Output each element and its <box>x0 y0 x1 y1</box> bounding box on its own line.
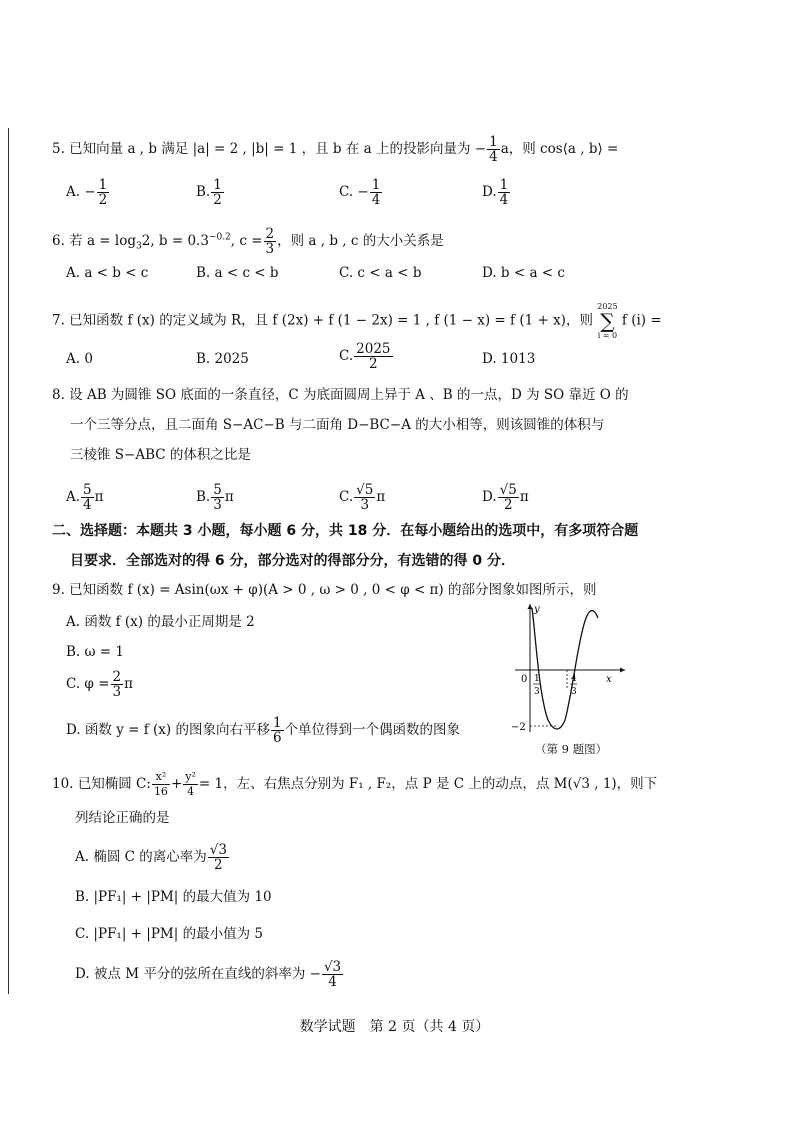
q9-option-a: A. 函数 f (x) 的最小正周期是 2 <box>66 614 255 630</box>
q6-option-c: C. c < a < b <box>339 265 422 281</box>
q6-stem <box>52 227 444 256</box>
origin-label: 0 <box>521 674 528 685</box>
opt-fraction <box>354 483 375 512</box>
frac-den: 3 <box>112 684 122 700</box>
q5-option-a <box>66 178 110 207</box>
opt-label: A. <box>66 489 81 505</box>
frac-num: √3 <box>209 842 227 858</box>
frac-den: 2 <box>369 356 378 372</box>
tick-2-den: 3 <box>571 687 577 697</box>
frac-num: x² <box>152 770 170 785</box>
frac-den: 2 <box>503 497 513 513</box>
frac-num: 5 <box>83 482 92 498</box>
frac-den: 4 <box>499 192 509 208</box>
opt-label: D. <box>482 184 497 200</box>
frac-den: 4 <box>328 974 337 990</box>
q8-line-3: 三棱锥 S−ABC 的体积之比是 <box>70 447 251 463</box>
q6-stem-d: ，则 a , b , c 的大小关系是 <box>277 233 444 249</box>
q5-option-d <box>482 178 511 207</box>
q10-fraction-y <box>183 770 198 799</box>
q5-stem <box>52 135 618 164</box>
frac-num: 1 <box>499 177 509 193</box>
q10-line-2: 列结论正确的是 <box>75 810 170 826</box>
q8-option-b <box>196 483 234 512</box>
frac-den: 16 <box>153 785 168 798</box>
page-footer: 数学试题 第 2 页（共 4 页） <box>299 1019 490 1035</box>
q10-option-a <box>75 843 230 872</box>
opt-label: A. 椭圆 C 的离心率为 <box>75 849 207 865</box>
tick-1-den: 3 <box>534 687 540 697</box>
q9-graph-svg <box>510 600 630 735</box>
q9-option-b: B. ω = 1 <box>66 644 124 660</box>
sum-lower: i = 0 <box>597 331 618 340</box>
left-margin-line <box>8 128 9 994</box>
sum-symbol <box>597 302 617 340</box>
opt-fraction <box>322 960 343 989</box>
tick-1-num: 1 <box>534 674 540 684</box>
frac-den: 4 <box>83 497 92 513</box>
q9-stem: 9. 已知函数 f (x) = Asin(ωx + φ)(A > 0 , ω > 0 , 0 < φ < π) 的部分图象如图所示，则 <box>52 582 597 598</box>
min-value-label: −2 <box>511 722 526 733</box>
opt-label: C. φ = <box>66 676 110 692</box>
frac-den: 4 <box>371 192 381 208</box>
frac-den: 3 <box>213 497 222 513</box>
q8-option-c <box>339 483 385 512</box>
opt-fraction <box>97 178 110 207</box>
section-2-heading-line-1: 二、选择题：本题共 3 小题，每小题 6 分，共 18 分．在每小题给出的选项中，有多项符合题 <box>52 523 639 539</box>
plus-sign: + <box>170 776 183 792</box>
y-axis-label: y <box>534 604 540 615</box>
frac-den: 3 <box>360 497 370 513</box>
opt-fraction <box>111 670 124 699</box>
q6-option-a: A. a < b < c <box>66 265 149 281</box>
q10-fraction-x <box>152 770 170 799</box>
tick-2-num: 4 <box>571 674 577 684</box>
q7-option-d: D. 1013 <box>482 351 536 367</box>
frac-num: 1 <box>272 715 282 731</box>
q9-graph <box>510 600 630 735</box>
q7-stem-text: 7. 已知函数 f (x) 的定义域为 R，且 f (2x) + f (1 − 2x) = 1 , f (1 − x) = f (1 + x)，则 <box>52 312 593 329</box>
exponent: −0.2 <box>208 232 231 243</box>
frac-num: 2025 <box>356 341 391 357</box>
q7-stem-tail: f (i) = <box>621 312 662 329</box>
opt-label: A. − <box>66 184 96 200</box>
opt-tail: π <box>94 489 104 505</box>
frac-den: 2 <box>213 192 222 208</box>
frac-den: 6 <box>272 730 282 746</box>
q10-option-c: C. |PF₁| + |PM| 的最小值为 5 <box>75 926 263 942</box>
opt-label: C. <box>339 348 354 364</box>
q9-option-c <box>66 670 133 699</box>
q9-figure-caption: （第 9 题图） <box>535 742 608 756</box>
opt-label: C. − <box>339 184 369 200</box>
q6-stem-a: 6. 若 a = log <box>52 233 136 249</box>
frac-den: 4 <box>187 785 195 798</box>
frac-num: √5 <box>499 482 517 498</box>
frac-num: √5 <box>356 482 374 498</box>
opt-label: B. <box>196 489 211 505</box>
sum-sigma: ∑ <box>600 309 615 333</box>
opt-label: D. 被点 M 平分的弦所在直线的斜率为 − <box>75 966 321 982</box>
q5-stem-text: 5. 已知向量 a , b 满足 |a| = 2 , |b| = 1 ，且 b 在 a 上的投影向量为 − <box>52 141 487 157</box>
q8-option-a <box>66 483 104 512</box>
q8-line-2: 一个三等分点，且二面角 S−AC−B 与二面角 D−BC−A 的大小相等，则该圆锥的体积与 <box>70 417 605 433</box>
q5-stem-tail: a，则 cos⟨a , b⟩ = <box>500 141 619 157</box>
opt-fraction <box>208 843 229 872</box>
opt-fraction <box>498 178 511 207</box>
frac-den: 2 <box>98 192 108 208</box>
q6-option-d: D. b < a < c <box>482 265 565 281</box>
opt-fraction <box>211 483 224 512</box>
log-base: 3 <box>136 241 142 252</box>
q9-option-d <box>66 716 460 745</box>
q10-stem-b: = 1，左、右焦点分别为 F₁ , F₂，点 P 是 C 上的动点，点 M(√3 , 1)，则下 <box>198 776 658 792</box>
frac-den: 3 <box>265 241 275 257</box>
q10-stem-a: 10. 已知椭圆 C: <box>52 776 151 792</box>
opt-label: B. <box>196 184 211 200</box>
opt-label: C. <box>339 489 354 505</box>
opt-fraction <box>354 342 392 371</box>
q6-fraction <box>264 227 277 256</box>
opt-tail: π <box>224 489 234 505</box>
q10-option-b: B. |PF₁| + |PM| 的最大值为 10 <box>75 889 272 905</box>
opt-fraction <box>370 178 383 207</box>
q6-option-b: B. a < c < b <box>196 265 279 281</box>
frac-num: 1 <box>213 177 222 193</box>
q7-option-c <box>339 342 394 371</box>
q8-line-1: 8. 设 AB 为圆锥 SO 底面的一条直径，C 为底面圆周上异于 A 、B 的一点，D 为 SO 靠近 O 的 <box>52 387 629 403</box>
opt-tail: π <box>519 489 529 505</box>
q5-stem-fraction <box>487 135 500 164</box>
frac-den: 2 <box>214 857 223 873</box>
q7-stem <box>52 302 662 340</box>
opt-label: D. 函数 y = f (x) 的图象向右平移 <box>66 722 270 738</box>
opt-fraction <box>271 716 284 745</box>
opt-fraction <box>211 178 224 207</box>
opt-label: D. <box>482 489 497 505</box>
section-2-heading-line-2: 目要求．全部选对的得 6 分，部分选对的得部分分，有选错的得 0 分． <box>70 553 515 569</box>
frac-num: y² <box>185 770 196 783</box>
q5-option-b <box>196 178 225 207</box>
q10-stem <box>52 770 657 799</box>
q8-option-d <box>482 483 529 512</box>
frac-num: 2 <box>265 226 275 242</box>
q6-stem-c: , c = <box>230 233 263 249</box>
frac-num: 2 <box>112 669 122 685</box>
opt-tail: π <box>124 676 133 692</box>
q10-option-d <box>75 960 344 989</box>
q7-option-b: B. 2025 <box>196 351 249 367</box>
opt-tail: π <box>376 489 386 505</box>
x-axis-arrow <box>620 668 625 673</box>
q7-option-a: A. 0 <box>66 351 93 367</box>
sum-upper: 2025 <box>597 302 618 311</box>
sine-curve <box>532 608 598 729</box>
frac-num: 1 <box>98 177 108 193</box>
frac-num: 1 <box>489 134 498 150</box>
frac-num: √3 <box>323 959 342 975</box>
opt-fraction <box>498 483 519 512</box>
opt-tail: 个单位得到一个偶函数的图象 <box>284 722 461 738</box>
frac-den: 4 <box>489 149 498 165</box>
opt-fraction <box>81 483 94 512</box>
x-axis-label: x <box>606 674 612 685</box>
q5-option-c <box>339 178 383 207</box>
frac-num: 5 <box>213 482 222 498</box>
q6-stem-b: 2, b = 0.3 <box>141 233 209 249</box>
frac-num: 1 <box>371 177 381 193</box>
